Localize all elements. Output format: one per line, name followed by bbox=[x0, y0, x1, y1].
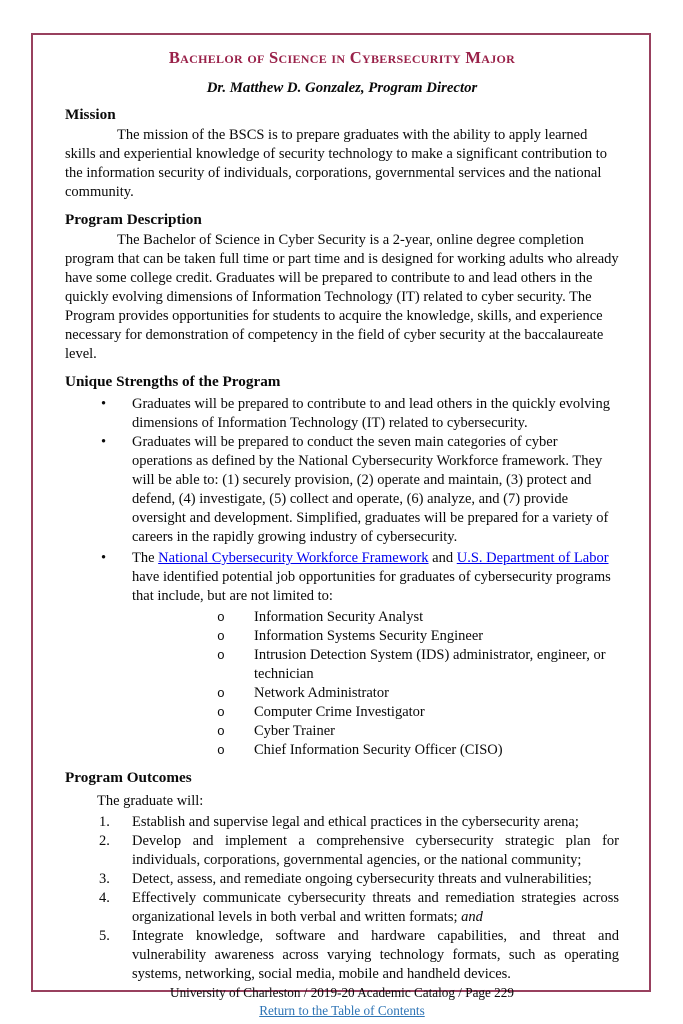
mission-paragraph: The mission of the BSCS is to prepare graduates with the ability to apply learned skills and experiential knowledge of security technology to make a significant contribution to the information security of individuals, corporations, governmental services and the national community. bbox=[65, 127, 608, 200]
list-item bbox=[65, 927, 619, 984]
unique-strengths-linked-item bbox=[65, 549, 619, 760]
job-title-text: Chief Information Security Officer (CISO) bbox=[254, 742, 503, 758]
program-description-paragraph: The Bachelor of Science in Cyber Security is a 2-year, online degree completion program that can be taken full time or part time and is designed for working adults who already have some college credit. Graduates will be prepared to contribute to and lead others in the quickly evolving dimensions of Information Technology (IT) related to cyber security. The Program provides opportunities for students to acquire the knowledge, skills, and experience necessary for demonstration of competency in the field of cyber security at the baccalaureate level. bbox=[65, 232, 619, 362]
list-item bbox=[65, 395, 619, 433]
outcome-text: Effectively communicate cybersecurity threats and remediation strategies across organizational levels in both verbal and written formats; bbox=[132, 890, 619, 925]
outcome-text: Establish and supervise legal and ethical practices in the cybersecurity arena; bbox=[132, 814, 579, 830]
outcome-italic-suffix: and bbox=[461, 909, 483, 925]
list-item bbox=[132, 741, 619, 760]
program-outcomes-list bbox=[65, 813, 619, 984]
text-run: The bbox=[132, 550, 159, 566]
mission-heading: Mission bbox=[65, 106, 116, 123]
outcome-text: Develop and implement a comprehensive cybersecurity strategic plan for individuals, corporations, governmental agencies, or the national community; bbox=[132, 833, 619, 868]
bullet-text: Graduates will be prepared to conduct the seven main categories of cyber operations as defined by the National Cybersecurity Workforce framework. They will be able to: (1) securely provision, (2) operate and maintain, (3) protect and defend, (4) investigate, (5) collect and operate, (6) analyze, and (7) provide oversight and development. Simplified, graduates will be prepared for a variety of careers in the rapidly growing industry of cybersecurity. bbox=[132, 434, 609, 545]
text-run: and bbox=[428, 550, 457, 566]
text-run: have identified potential job opportunities for graduates of cybersecurity programs that include, but are not limited to: bbox=[132, 569, 611, 604]
list-item bbox=[132, 608, 619, 627]
return-to-table-of-contents-link[interactable]: Return to the Table of Contents bbox=[259, 1002, 425, 1018]
program-outcomes-heading: Program Outcomes bbox=[65, 769, 192, 786]
outcomes-intro: The graduate will: bbox=[97, 793, 204, 809]
program-director-line: Dr. Matthew D. Gonzalez, Program Director bbox=[206, 80, 478, 96]
bullet-text: Graduates will be prepared to contribute to and lead others in the quickly evolving dimensions of Information Technology (IT) related to cybersecurity. bbox=[132, 396, 610, 431]
list-item bbox=[65, 870, 619, 889]
list-item bbox=[132, 722, 619, 741]
unique-strengths-list bbox=[65, 395, 619, 547]
document-page bbox=[31, 33, 651, 1018]
job-title-text: Cyber Trainer bbox=[254, 723, 335, 739]
list-item bbox=[132, 703, 619, 722]
list-item bbox=[65, 832, 619, 870]
us-department-of-labor-link[interactable]: U.S. Department of Labor bbox=[456, 550, 609, 566]
list-item bbox=[132, 646, 619, 684]
list-item bbox=[132, 684, 619, 703]
job-title-text: Information Systems Security Engineer bbox=[254, 628, 484, 644]
outcome-text: Integrate knowledge, software and hardware capabilities, and threat and vulnerability awareness across varying technology formats, such as operating systems, networking, social media, mobile and handheld devices. bbox=[132, 928, 619, 982]
page-title: Bachelor of Science in Cybersecurity Major bbox=[168, 48, 516, 67]
workforce-framework-link[interactable]: National Cybersecurity Workforce Framework bbox=[158, 550, 429, 566]
job-opportunities-list bbox=[132, 608, 619, 760]
unique-strengths-heading: Unique Strengths of the Program bbox=[65, 373, 281, 390]
list-item bbox=[65, 549, 619, 760]
catalog-page-reference: University of Charleston / 2019-20 Academic Catalog / Page 229 bbox=[170, 985, 514, 1000]
outcome-text: Detect, assess, and remediate ongoing cybersecurity threats and vulnerabilities; bbox=[132, 871, 592, 887]
job-title-text: Network Administrator bbox=[254, 685, 389, 701]
list-item bbox=[65, 813, 619, 832]
list-item bbox=[65, 889, 619, 927]
job-title-text: Information Security Analyst bbox=[254, 609, 424, 625]
list-item bbox=[65, 433, 619, 547]
list-item bbox=[132, 627, 619, 646]
program-description-heading: Program Description bbox=[65, 211, 202, 228]
job-title-text: Intrusion Detection System (IDS) administrator, engineer, or technician bbox=[254, 647, 606, 682]
page-footer bbox=[65, 984, 619, 1021]
job-title-text: Computer Crime Investigator bbox=[254, 704, 425, 720]
